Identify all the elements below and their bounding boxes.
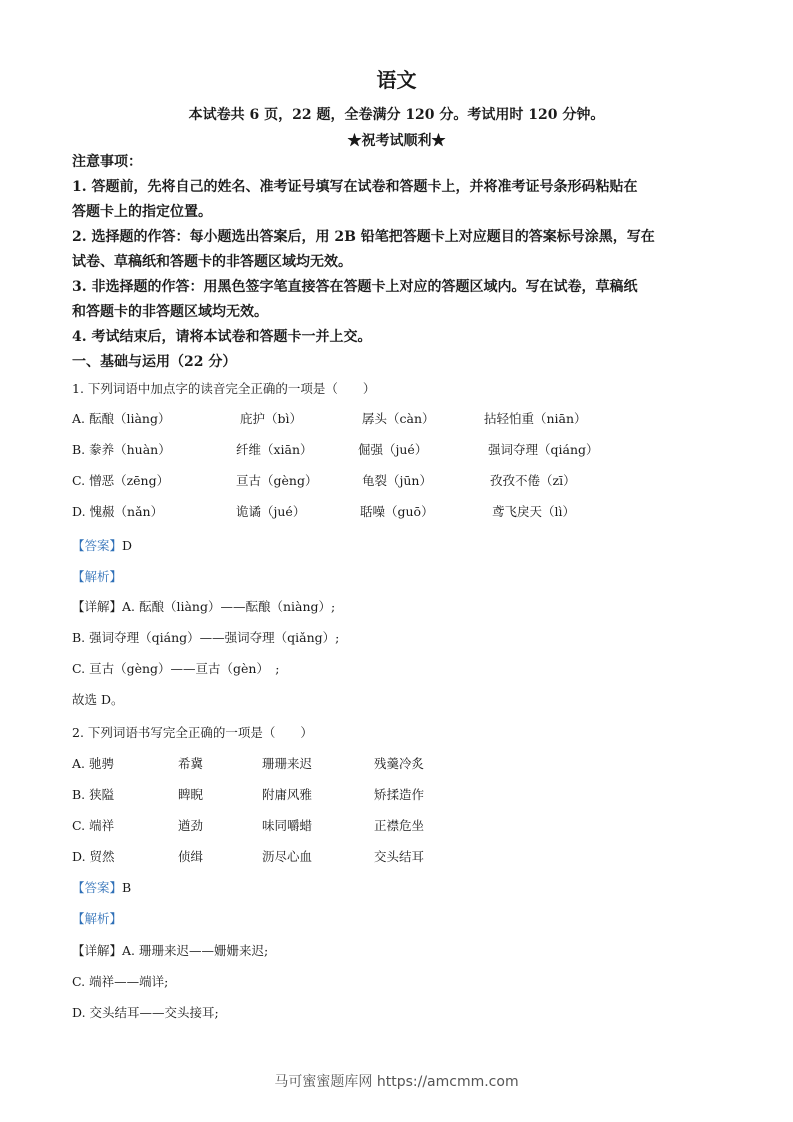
q1-analysis-tag: 【解析】 [72, 569, 123, 584]
q2-option-cell: 侦缉 [178, 849, 204, 864]
page-title: 语文 [376, 68, 417, 92]
q2-option-cell: 沥尽心血 [262, 849, 313, 864]
notice-item-1a: 1. 答题前，先将自己的姓名、准考证号填写在试卷和答题卡上，并将准考证号条形码粘贴在 [72, 179, 638, 195]
q1-option-b [72, 441, 732, 459]
exam-subtitle: 本试卷共 6 页，22 题，全卷满分 120 分。考试用时 120 分钟。 [188, 107, 605, 123]
q2-option-c [72, 817, 732, 835]
q2-option-cell: 附庸风雅 [262, 787, 313, 802]
q2-option-cell: 味同嚼蜡 [262, 818, 313, 833]
q1-option-cell: 拈轻怕重（niān） [484, 411, 587, 426]
q2-option-cell: 希冀 [178, 756, 204, 771]
exam-wish: ★祝考试顺利★ [347, 133, 446, 149]
q1-option-cell: B. 豢养（huàn） [72, 442, 171, 457]
q2-option-cell: 交头结耳 [374, 849, 425, 864]
q1-option-cell: D. 愧赧（nǎn） [72, 504, 164, 519]
q1-option-a [72, 410, 732, 428]
q1-option-d [72, 503, 732, 521]
q2-detail-3: D. 交头结耳——交头接耳; [72, 1005, 219, 1020]
answer-value: D [122, 538, 133, 553]
q1-detail-2: B. 强词夺理（qiáng）——强词夺理（qiǎng）; [72, 630, 340, 645]
q2-option-a [72, 755, 732, 773]
notice-item-3b: 和答题卡的非答题区域均无效。 [72, 304, 268, 320]
q1-option-c [72, 472, 732, 490]
q2-option-d [72, 848, 732, 866]
section-title: 一、基础与运用（22 分） [72, 354, 237, 370]
q1-option-cell: 孱头（càn） [362, 411, 435, 426]
q1-answer [72, 537, 132, 555]
q1-option-cell: 庇护（bì） [240, 411, 302, 426]
q1-option-cell: 孜孜不倦（zī） [490, 473, 576, 488]
footer-watermark: 马可蜜蜜题库网 https://amcmm.com [274, 1074, 519, 1090]
q1-option-cell: 纤维（xiān） [236, 442, 313, 457]
q2-option-cell: 睥睨 [178, 787, 204, 802]
q2-option-cell: D. 贸然 [72, 849, 115, 864]
q1-option-cell: 聒噪（guō） [360, 504, 434, 519]
notice-item-1b: 答题卡上的指定位置。 [72, 204, 212, 220]
q1-option-cell: 诡谲（jué） [236, 504, 306, 519]
notice-heading: 注意事项： [72, 154, 142, 170]
q2-analysis-tag: 【解析】 [72, 911, 123, 926]
q1-option-cell: A. 酝酿（liàng） [72, 411, 171, 426]
notice-item-2a: 2. 选择题的作答：每小题选出答案后，用 2B 铅笔把答题卡上对应题目的答案标号涂黑，写在 [72, 229, 655, 245]
q2-option-cell: 遒劲 [178, 818, 204, 833]
q1-detail-1: 【详解】A. 酝酿（liàng）——酝酿（niàng）; [72, 599, 336, 614]
q2-option-cell: A. 驰骋 [72, 756, 114, 771]
q1-stem: 1. 下列词语中加点字的读音完全正确的一项是（ ） [72, 381, 376, 396]
q1-detail-3: C. 亘古（gèng）——亘古（gèn） ; [72, 661, 280, 676]
answer-tag: 【答案】 [72, 538, 123, 553]
q2-option-cell: 残羹冷炙 [374, 756, 425, 771]
notice-item-3a: 3. 非选择题的作答：用黑色签字笔直接答在答题卡上对应的答题区域内。写在试卷，草稿纸 [72, 279, 638, 295]
q2-option-cell: B. 狭隘 [72, 787, 115, 802]
q2-option-cell: 正襟危坐 [374, 818, 425, 833]
q2-detail-1: 【详解】A. 珊珊来迟——姗姗来迟; [72, 943, 269, 958]
q1-option-cell: 鸢飞戾天（lì） [492, 504, 575, 519]
q1-option-cell: 强词夺理（qiáng） [488, 442, 599, 457]
q2-option-cell: 珊珊来迟 [262, 756, 313, 771]
q1-option-cell: 亘古（gèng） [236, 473, 318, 488]
q2-detail-2: C. 端祥——端详; [72, 974, 169, 989]
q1-option-cell: C. 憎恶（zēng） [72, 473, 170, 488]
q2-option-cell: C. 端祥 [72, 818, 115, 833]
notice-item-2b: 试卷、草稿纸和答题卡的非答题区域均无效。 [72, 254, 352, 270]
q1-option-cell: 倔强（jué） [358, 442, 428, 457]
answer-value: B [122, 880, 132, 895]
q1-conclusion: 故选 D。 [72, 692, 124, 707]
q1-option-cell: 龟裂（jūn） [362, 473, 432, 488]
q2-stem: 2. 下列词语书写完全正确的一项是（ ） [72, 725, 313, 740]
notice-item-4: 4. 考试结束后，请将本试卷和答题卡一并上交。 [72, 329, 372, 345]
answer-tag: 【答案】 [72, 880, 123, 895]
q2-answer [72, 879, 131, 897]
q2-option-cell: 矫揉造作 [374, 787, 425, 802]
q2-option-b [72, 786, 732, 804]
